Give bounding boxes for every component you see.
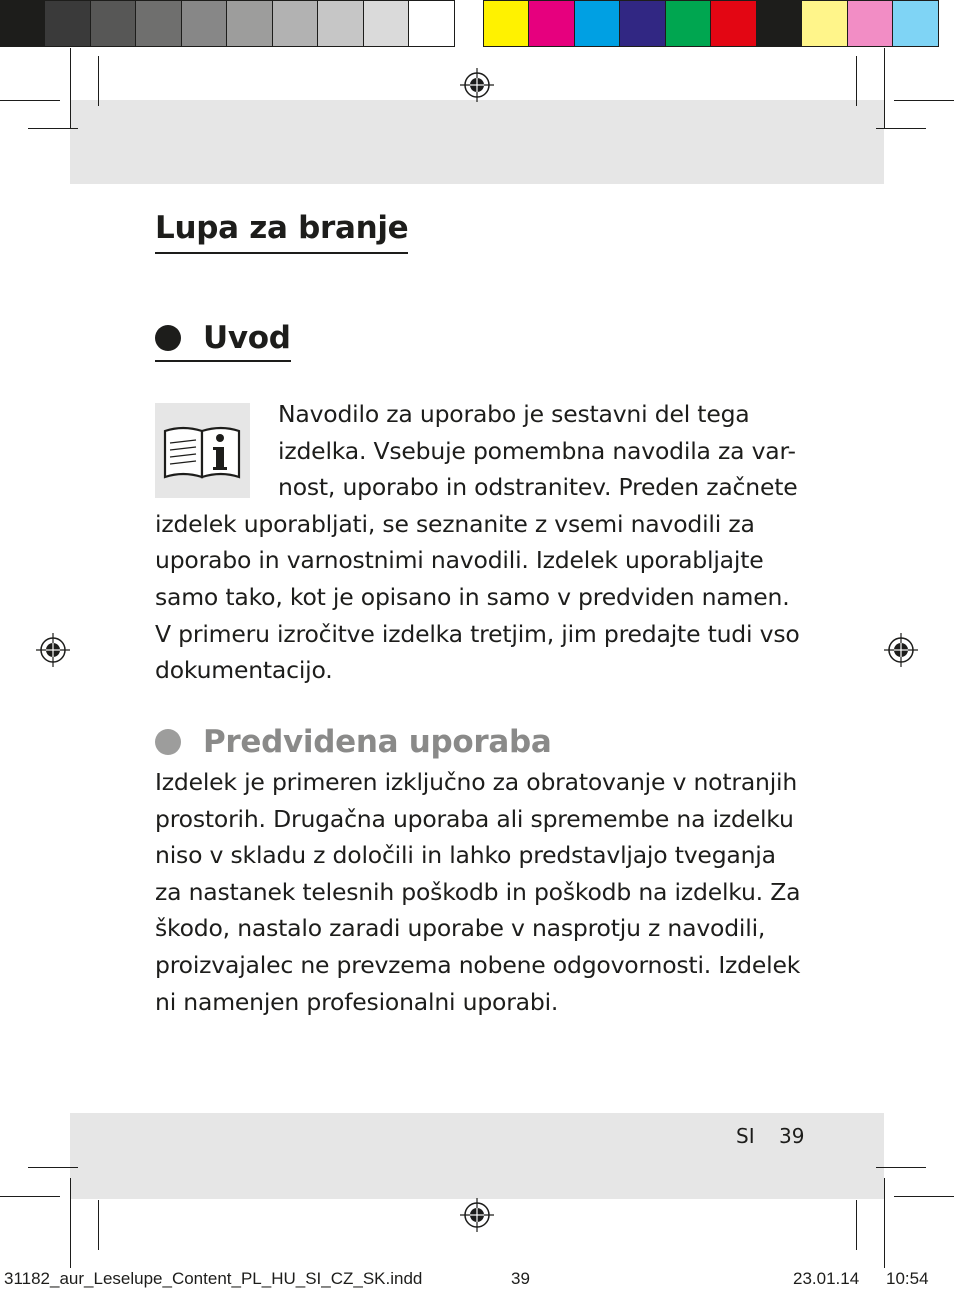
- text-line: niso v skladu z določili in lahko predstavljajo tveganja: [155, 841, 776, 870]
- crop-mark: [70, 1178, 71, 1268]
- bullet-dot-icon: [155, 325, 181, 351]
- page-title: Lupa za branje: [155, 206, 408, 254]
- gray-swatch: [363, 0, 410, 47]
- crop-mark: [28, 1167, 78, 1168]
- text-line: proizvajalec ne prevzema nobene odgovornosti. Izdelek: [155, 950, 801, 979]
- gray-swatch: [0, 0, 46, 47]
- crop-mark: [0, 1196, 60, 1197]
- color-swatch: [619, 0, 666, 47]
- text-line: za nastanek telesnih poškodb in poškodb na izdelku. Za: [155, 877, 801, 906]
- bullet-dot-icon: [155, 729, 181, 755]
- text-line: uporabo in varnostnimi navodili. Izdelek uporabljajte: [155, 546, 764, 575]
- crop-mark: [70, 48, 71, 128]
- gray-swatch: [408, 0, 455, 47]
- section-heading-text: Uvod: [203, 320, 291, 356]
- gray-swatch: [317, 0, 364, 47]
- crop-mark: [894, 100, 954, 101]
- section-heading-predvidena-uporaba: [155, 722, 552, 762]
- registration-mark-icon: [884, 633, 918, 667]
- crop-mark: [98, 1200, 99, 1250]
- color-swatch: [665, 0, 712, 47]
- gray-swatch: [44, 0, 91, 47]
- text-line: dokumentacijo.: [155, 656, 333, 685]
- text-line: izdelka. Vsebuje pomembna navodila za var-: [278, 436, 796, 465]
- crop-mark: [884, 1178, 885, 1268]
- registration-mark-icon: [460, 68, 494, 102]
- gray-swatch: [135, 0, 182, 47]
- process-color-bar: [484, 0, 939, 50]
- crop-mark: [876, 128, 926, 129]
- crop-mark: [0, 100, 60, 101]
- crop-mark: [856, 56, 857, 106]
- text-line: izdelek uporabljati, se seznanite z vsemi navodili za: [155, 509, 755, 538]
- text-line: Navodilo za uporabo je sestavni del tega: [278, 400, 750, 428]
- gray-swatch: [90, 0, 137, 47]
- crop-mark: [894, 1196, 954, 1197]
- crop-mark: [856, 1200, 857, 1250]
- text-line: ni namenjen profesionalni uporabi.: [155, 987, 559, 1016]
- page-number: 39: [779, 1124, 805, 1148]
- registration-mark-icon: [36, 633, 70, 667]
- slug-time: 10:54: [886, 1269, 929, 1288]
- slug-page: 39: [511, 1269, 530, 1288]
- language-code: SI: [736, 1124, 755, 1148]
- color-swatch: [847, 0, 894, 47]
- header-band: [70, 100, 884, 184]
- intro-paragraph: [155, 396, 800, 689]
- text-line: Izdelek je primeren izključno za obratovanje v notranjih: [155, 768, 798, 796]
- slug-date: 23.01.14: [793, 1269, 860, 1288]
- intended-use-paragraph: [155, 764, 800, 1020]
- gray-swatch: [181, 0, 228, 47]
- section-heading-text: Predvidena uporaba: [203, 724, 552, 760]
- footer-band: [70, 1113, 884, 1199]
- color-swatch: [892, 0, 939, 47]
- crop-mark: [98, 56, 99, 106]
- color-swatch: [574, 0, 621, 47]
- slug-filename: 31182_aur_Leselupe_Content_PL_HU_SI_CZ_SK.indd: [4, 1269, 423, 1288]
- color-swatch: [528, 0, 575, 47]
- crop-mark: [876, 1167, 926, 1168]
- text-line: samo tako, kot je opisano in samo v predviden namen.: [155, 582, 790, 611]
- crop-mark: [28, 128, 78, 129]
- gray-swatch: [226, 0, 273, 47]
- gray-swatch: [272, 0, 319, 47]
- color-swatch: [801, 0, 848, 47]
- grayscale-color-bar: [0, 0, 455, 50]
- crop-mark: [884, 48, 885, 128]
- section-heading-uvod: [155, 318, 291, 362]
- color-swatch: [483, 0, 530, 47]
- registration-mark-icon: [460, 1198, 494, 1232]
- text-line: V primeru izročitve izdelka tretjim, jim predajte tudi vso: [155, 619, 800, 648]
- text-line: škodo, nastalo zaradi uporabe v nasprotju z navodili,: [155, 914, 766, 943]
- color-swatch: [756, 0, 803, 47]
- color-swatch: [710, 0, 757, 47]
- text-line: nost, uporabo in odstranitev. Preden začnete: [278, 473, 798, 502]
- text-line: prostorih. Drugačna uporaba ali spremembe na izdelku: [155, 804, 794, 833]
